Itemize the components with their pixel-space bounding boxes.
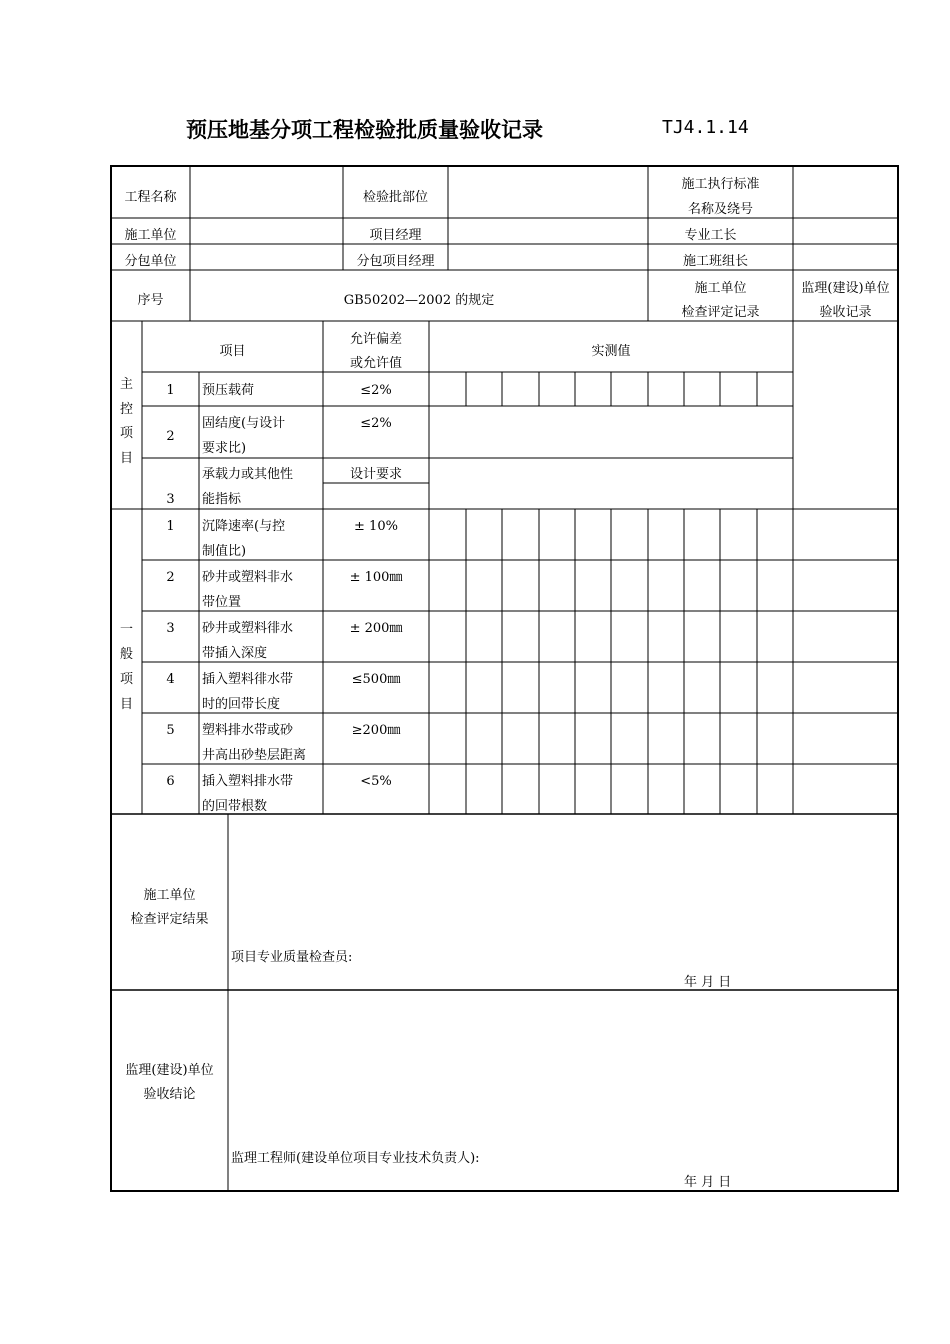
result-date: 年 月 日: [684, 975, 732, 990]
supervision-record-line1: 监理(建设)单位: [801, 281, 890, 296]
result-label-line2: 检查评定结果: [130, 912, 209, 927]
general-item-no: 4: [166, 672, 175, 687]
main-item-name: 固结度(与设计: [202, 416, 286, 431]
general-item-name-line2: 带插入深度: [202, 646, 268, 661]
main-item-tolerance: ≤2%: [360, 383, 392, 398]
general-item-no: 3: [166, 621, 175, 636]
construction-unit-label: 施工单位: [124, 228, 177, 243]
general-group-char: 一: [119, 622, 133, 637]
general-item-name: 砂井或塑料非水: [202, 570, 294, 585]
item-header: 项目: [219, 344, 246, 359]
standard-label-line1: 施工执行标准: [681, 177, 760, 192]
supervising-engineer-signature: 监理工程师(建设单位项目专业技术负责人):: [231, 1151, 480, 1166]
seq-label: 序号: [137, 293, 164, 308]
professional-foreman-label: 专业工长: [684, 228, 737, 243]
main-item-no: 1: [166, 383, 175, 398]
supervision-record-line2: 验收记录: [819, 305, 872, 320]
general-item-tolerance: ± 100㎜: [349, 570, 403, 585]
tolerance-header-line2: 或允许值: [349, 356, 402, 371]
inspection-part-label: 检验批部位: [362, 190, 428, 205]
general-item-name-line2: 带位置: [202, 595, 242, 610]
main-group-char: 控: [119, 402, 133, 417]
tolerance-header-line1: 允许偏差: [349, 332, 402, 347]
measured-header: 实测值: [591, 344, 631, 359]
eval-record-line2: 检查评定记录: [681, 305, 760, 320]
general-item-tolerance: ≤500㎜: [351, 672, 401, 687]
general-item-tolerance: ± 200㎜: [349, 621, 403, 636]
main-item-name: 承载力或其他性: [202, 467, 294, 482]
main-group-char: 主: [119, 377, 133, 392]
spec-label: GB50202—2002 的规定: [343, 293, 495, 308]
general-group-char: 项: [119, 672, 133, 687]
general-item-no: 5: [166, 723, 175, 738]
subcontract-manager-label: 分包项目经理: [356, 254, 435, 269]
main-item-name: 预压载荷: [202, 383, 255, 398]
main-group-char: 项: [119, 426, 133, 441]
general-item-no: 2: [166, 570, 175, 585]
main-group-char: 目: [119, 451, 133, 466]
subcontract-unit-label: 分包单位: [124, 254, 177, 269]
standard-label-line2: 名称及绕号: [687, 202, 753, 217]
conclusion-label-line1: 监理(建设)单位: [125, 1063, 214, 1078]
general-item-name-line2: 的回带根数: [202, 799, 268, 814]
conclusion-date: 年 月 日: [684, 1175, 732, 1190]
main-item-name-line2: 能指标: [202, 492, 242, 507]
main-item-no: 3: [166, 492, 175, 507]
conclusion-label-line2: 验收结论: [143, 1087, 196, 1102]
main-item-name-line2: 要求比): [202, 441, 247, 456]
form-code: TJ4.1.14: [662, 117, 749, 138]
eval-record-line1: 施工单位: [694, 281, 747, 296]
quality-inspector-signature: 项目专业质量检查员:: [231, 950, 353, 965]
general-item-tolerance: ± 10%: [354, 519, 398, 534]
general-item-name: 沉降速率(与控: [202, 519, 286, 534]
project-name-label: 工程名称: [124, 190, 177, 205]
general-item-no: 1: [166, 519, 175, 534]
general-item-name: 砂井或塑料徘水: [202, 621, 294, 636]
general-item-name-line2: 时的回带长度: [202, 697, 281, 712]
general-item-name: 插入塑料徘水带: [202, 672, 294, 687]
project-manager-label: 项目经理: [369, 228, 422, 243]
general-group-char: 目: [119, 697, 133, 712]
general-item-no: 6: [166, 774, 175, 789]
main-item-tolerance: ≤2%: [360, 416, 392, 431]
main-item-no: 2: [166, 429, 175, 444]
main-item-tolerance: 设计要求: [349, 467, 402, 482]
general-item-name-line2: 制值比): [202, 544, 247, 559]
general-item-name: 插入塑料排水带: [202, 774, 294, 789]
team-leader-label: 施工班组长: [682, 254, 748, 269]
general-item-name: 塑料排水带或砂: [202, 723, 294, 738]
form-title: 预压地基分项工程检验批质量验收记录: [186, 118, 543, 142]
general-item-tolerance: ≥200㎜: [351, 723, 401, 738]
general-group-char: 般: [119, 647, 133, 662]
general-item-tolerance: <5%: [360, 774, 392, 789]
general-item-name-line2: 井高出砂垫层距离: [202, 748, 307, 763]
result-label-line1: 施工单位: [143, 888, 196, 903]
